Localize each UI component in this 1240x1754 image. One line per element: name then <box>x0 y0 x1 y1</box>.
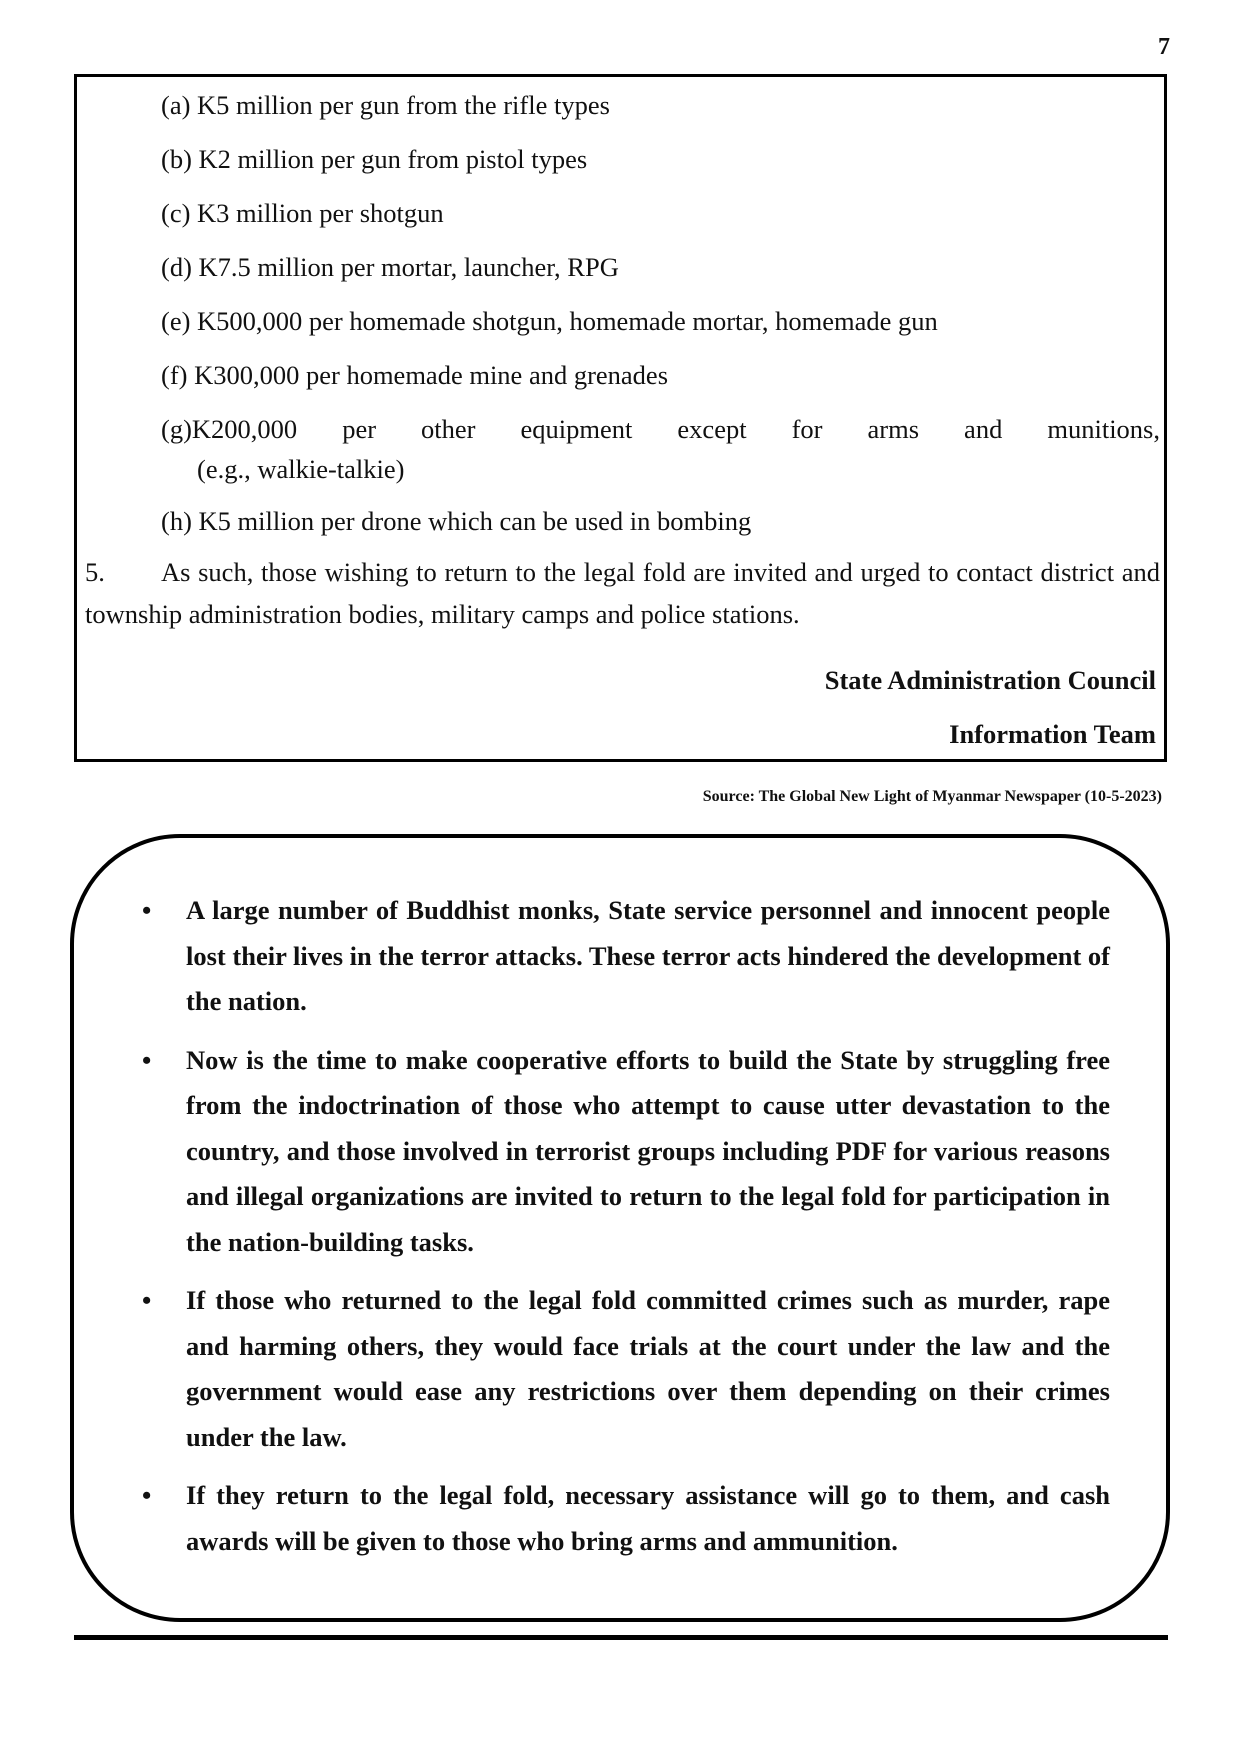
key-point-text: If they return to the legal fold, necessary assistance will go to them, and cash awards will be given to those who bring arms and ammunition. <box>186 1480 1110 1556</box>
award-item-d: (d) K7.5 million per mortar, launcher, RPG <box>161 252 619 282</box>
signature-block <box>825 653 1156 761</box>
bullet-icon: • <box>142 895 152 925</box>
source-citation: Source: The Global New Light of Myanmar Newspaper (10-5-2023) <box>702 788 1162 805</box>
award-item-c: (c) K3 million per shotgun <box>161 198 444 228</box>
key-point-text: If those who returned to the legal fold committed crimes such as murder, rape and harming others, they would face trials at the court under the law and the government would ease any restrictions over them depending on their crimes under the law. <box>186 1285 1110 1452</box>
key-point-text: A large number of Buddhist monks, State service personnel and innocent people lost their lives in the terror attacks. These terror acts hindered the development of the nation. <box>186 895 1110 1016</box>
award-item-b: (b) K2 million per gun from pistol types <box>161 144 588 174</box>
key-point-item <box>110 1278 1110 1460</box>
award-item-g-line2: (e.g., walkie-talkie) <box>197 454 405 484</box>
key-points-list <box>110 888 1110 1577</box>
bullet-icon: • <box>142 1285 152 1315</box>
award-item-f: (f) K300,000 per homemade mine and grenades <box>161 360 669 390</box>
bullet-icon: • <box>142 1480 152 1510</box>
paragraph-number: 5. <box>85 557 105 587</box>
bottom-divider <box>74 1635 1168 1640</box>
key-point-text: Now is the time to make cooperative efforts to build the State by struggling free from the indoctrination of those who attempt to cause utter devastation to the country, and those involved in terrorist groups including PDF for various reasons and illegal organizations are invited to return to the legal fold for participation in the nation-building tasks. <box>186 1044 1110 1257</box>
awards-list <box>161 85 1160 555</box>
signature-organization: State Administration Council <box>824 665 1156 695</box>
page-number: 7 <box>1158 34 1170 60</box>
key-points-box <box>70 834 1170 1622</box>
award-item-g-line1: (g)K200,000 per other equipment except for arms and munitions, <box>161 414 1160 444</box>
key-point-item <box>110 1038 1110 1266</box>
bullet-icon: • <box>142 1044 152 1075</box>
paragraph-5 <box>85 551 1160 635</box>
paragraph-text: As such, those wishing to return to the legal fold are invited and urged to contact district and township administration bodies, military camps and police stations. <box>85 557 1160 629</box>
award-item-g <box>161 409 1160 489</box>
signature-team: Information Team <box>949 719 1156 749</box>
key-point-item <box>110 888 1110 1025</box>
award-item-h: (h) K5 million per drone which can be used in bombing <box>161 506 752 536</box>
key-point-item <box>110 1473 1110 1564</box>
award-item-e: (e) K500,000 per homemade shotgun, homemade mortar, homemade gun <box>161 306 938 336</box>
award-item-a: (a) K5 million per gun from the rifle types <box>161 90 610 120</box>
awards-notice-box <box>74 74 1167 762</box>
